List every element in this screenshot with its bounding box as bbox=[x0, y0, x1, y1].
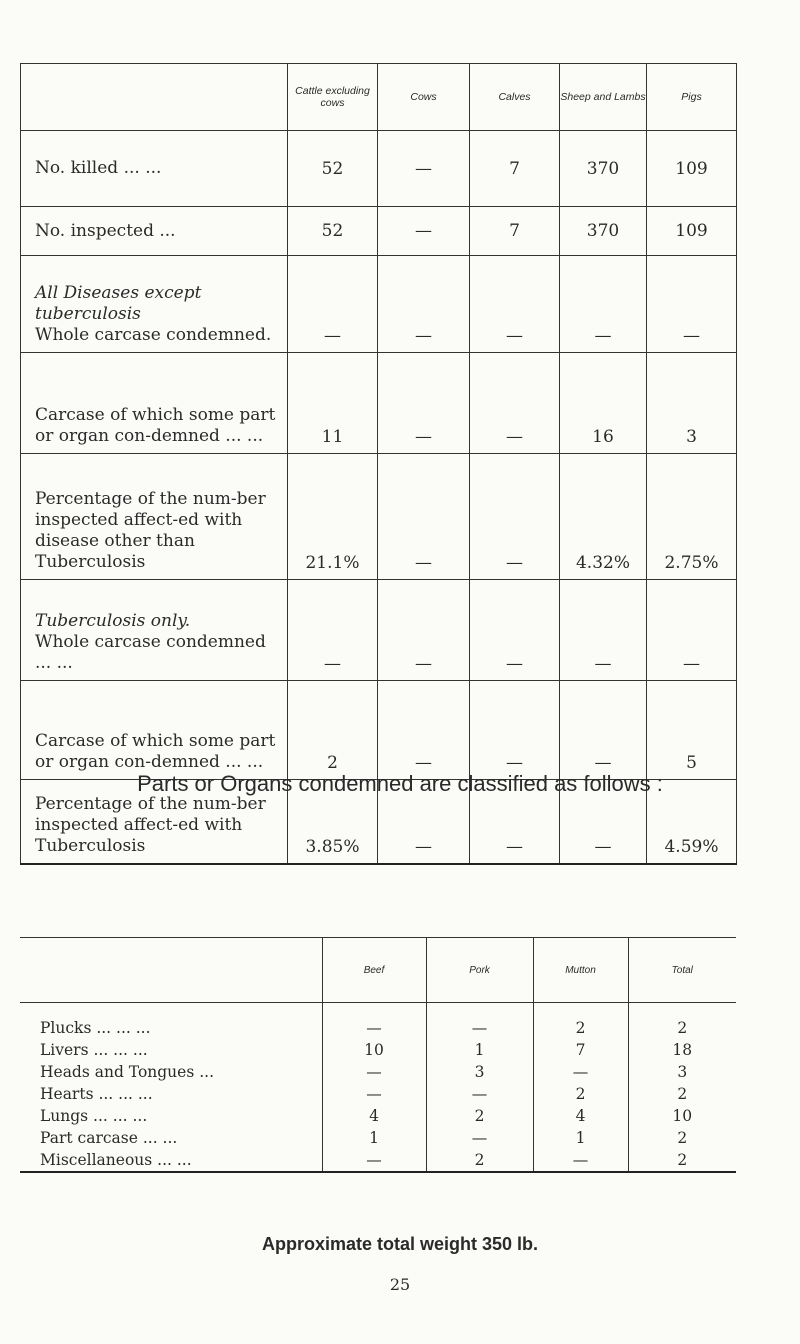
table-cell: — bbox=[288, 580, 378, 681]
row-label: Heads and Tongues ... bbox=[40, 1063, 214, 1081]
row-label bbox=[21, 353, 288, 454]
table-row bbox=[21, 681, 737, 780]
table-cell: 7 bbox=[533, 1039, 628, 1061]
table-cell: 2 bbox=[533, 1083, 628, 1105]
table-cell: 7 bbox=[470, 131, 560, 207]
table-cell: — bbox=[322, 1061, 426, 1083]
table-cell: 1 bbox=[426, 1039, 533, 1061]
table-cell: 2 bbox=[426, 1149, 533, 1172]
table-cell: — bbox=[560, 256, 647, 353]
table-cell: 2 bbox=[288, 681, 378, 780]
table-cell: — bbox=[378, 207, 470, 256]
table-cell: 109 bbox=[647, 207, 737, 256]
table-cell: 4.59% bbox=[647, 780, 737, 864]
header-cell: Cows bbox=[378, 64, 470, 131]
header-cell: Pigs bbox=[647, 64, 737, 131]
organs-table bbox=[20, 937, 736, 1173]
header-cell: Sheep and Lambs bbox=[560, 64, 647, 131]
table-cell: 1 bbox=[322, 1127, 426, 1149]
header-row bbox=[20, 938, 736, 1003]
table-row bbox=[21, 353, 737, 454]
table-cell: — bbox=[470, 780, 560, 864]
table-cell: — bbox=[470, 681, 560, 780]
table-cell: 109 bbox=[647, 131, 737, 207]
table-cell: — bbox=[378, 256, 470, 353]
table-cell: 3 bbox=[647, 353, 737, 454]
table-cell: — bbox=[560, 580, 647, 681]
table-cell: 2 bbox=[426, 1105, 533, 1127]
table-row bbox=[21, 580, 737, 681]
row-label-text: Carcase of which some part or organ con-demned ... ... bbox=[35, 405, 276, 446]
row-label bbox=[21, 681, 288, 780]
row-label: Miscellaneous ... ... bbox=[20, 1149, 322, 1172]
row-label-italic: Tuberculosis only. bbox=[35, 611, 191, 631]
table-cell: — bbox=[560, 780, 647, 864]
row-label-text: Carcase of which some part or organ con-demned ... ... bbox=[35, 731, 276, 772]
table-cell: 2 bbox=[628, 1003, 736, 1040]
table-row bbox=[20, 1003, 736, 1040]
table-row bbox=[20, 1105, 736, 1127]
table-cell: — bbox=[378, 780, 470, 864]
table-cell: 10 bbox=[628, 1105, 736, 1127]
table-cell: — bbox=[470, 353, 560, 454]
page-number: 25 bbox=[389, 1275, 411, 1294]
row-label-text: Whole carcase condemned. bbox=[35, 325, 272, 345]
row-label-text: Percentage of the num-ber inspected affect-ed with disease other than Tuberculosis bbox=[35, 489, 266, 572]
row-label: Hearts ... ... ... bbox=[40, 1085, 153, 1103]
table-cell: — bbox=[533, 1061, 628, 1083]
table-cell: — bbox=[322, 1149, 426, 1172]
row-label-text: No. killed ... ... bbox=[35, 158, 162, 178]
table-row bbox=[20, 1039, 736, 1061]
table-cell: 1 bbox=[533, 1127, 628, 1149]
table-cell: — bbox=[378, 580, 470, 681]
table-cell: — bbox=[560, 681, 647, 780]
table-cell: 4 bbox=[322, 1105, 426, 1127]
table-cell: — bbox=[288, 256, 378, 353]
table-cell: 2 bbox=[628, 1083, 736, 1105]
table-cell: 18 bbox=[628, 1039, 736, 1061]
header-row bbox=[21, 64, 737, 131]
table-cell: — bbox=[647, 580, 737, 681]
table-row bbox=[20, 1127, 736, 1149]
table-cell: 16 bbox=[560, 353, 647, 454]
table-cell: 52 bbox=[288, 131, 378, 207]
header-cell: Beef bbox=[322, 938, 426, 1003]
table-row bbox=[20, 1083, 736, 1105]
table-row bbox=[21, 207, 737, 256]
table-cell: 3 bbox=[426, 1061, 533, 1083]
header-cell: Total bbox=[628, 938, 736, 1003]
row-label bbox=[21, 207, 288, 256]
table-row bbox=[21, 256, 737, 353]
table-cell: — bbox=[426, 1083, 533, 1105]
table-cell: — bbox=[378, 131, 470, 207]
table-cell: 21.1% bbox=[288, 454, 378, 580]
table-cell: 4 bbox=[533, 1105, 628, 1127]
header-cell bbox=[21, 64, 288, 131]
table-cell: 2.75% bbox=[647, 454, 737, 580]
table-row bbox=[21, 454, 737, 580]
header-cell: Cattle excluding cows bbox=[288, 64, 378, 131]
row-label-text: No. inspected ... bbox=[35, 220, 176, 241]
table-cell: — bbox=[378, 353, 470, 454]
table-cell: 52 bbox=[288, 207, 378, 256]
row-label: Part carcase ... ... bbox=[40, 1129, 178, 1147]
table-cell: — bbox=[647, 256, 737, 353]
table-cell: 10 bbox=[322, 1039, 426, 1061]
section-heading: Parts or Organs condemned are classified as follows : bbox=[137, 771, 663, 796]
table-cell: 4.32% bbox=[560, 454, 647, 580]
row-label-text: Whole carcase condemned ... ... bbox=[35, 632, 266, 673]
table-cell: 3 bbox=[628, 1061, 736, 1083]
row-label bbox=[21, 256, 288, 353]
table-cell: — bbox=[533, 1149, 628, 1172]
table-cell: 5 bbox=[647, 681, 737, 780]
table-cell: — bbox=[426, 1127, 533, 1149]
row-label bbox=[21, 580, 288, 681]
row-label: Lungs ... ... ... bbox=[40, 1107, 148, 1125]
table-cell: 7 bbox=[470, 207, 560, 256]
table-row bbox=[20, 1149, 736, 1172]
table-cell: — bbox=[426, 1003, 533, 1040]
table-cell: 11 bbox=[288, 353, 378, 454]
table-cell: 2 bbox=[533, 1003, 628, 1040]
table-cell: — bbox=[470, 580, 560, 681]
row-label bbox=[21, 131, 288, 207]
row-label: Plucks ... ... ... bbox=[40, 1019, 151, 1037]
header-cell: Mutton bbox=[533, 938, 628, 1003]
table-cell: — bbox=[378, 681, 470, 780]
table-row bbox=[20, 1061, 736, 1083]
table-cell: 2 bbox=[628, 1127, 736, 1149]
row-label-text: Percentage of the num-ber inspected affect-ed with Tuberculosis bbox=[35, 793, 266, 856]
row-label-italic: All Diseases except tuberculosis bbox=[35, 283, 202, 324]
header-cell: Calves bbox=[470, 64, 560, 131]
row-label bbox=[21, 454, 288, 580]
header-cell: Pork bbox=[426, 938, 533, 1003]
table-cell: — bbox=[470, 256, 560, 353]
table-cell: — bbox=[378, 454, 470, 580]
table-cell: 370 bbox=[560, 131, 647, 207]
table-row bbox=[21, 131, 737, 207]
inspection-table bbox=[20, 63, 737, 865]
table-cell: 2 bbox=[628, 1149, 736, 1172]
table-cell: 370 bbox=[560, 207, 647, 256]
table-cell: 3.85% bbox=[288, 780, 378, 864]
row-label: Livers ... ... ... bbox=[40, 1041, 148, 1059]
header-cell bbox=[20, 938, 322, 1003]
total-weight-note: Approximate total weight 350 lb. bbox=[261, 1234, 539, 1254]
table-cell: — bbox=[322, 1083, 426, 1105]
table-cell: — bbox=[470, 454, 560, 580]
table-cell: — bbox=[322, 1003, 426, 1040]
